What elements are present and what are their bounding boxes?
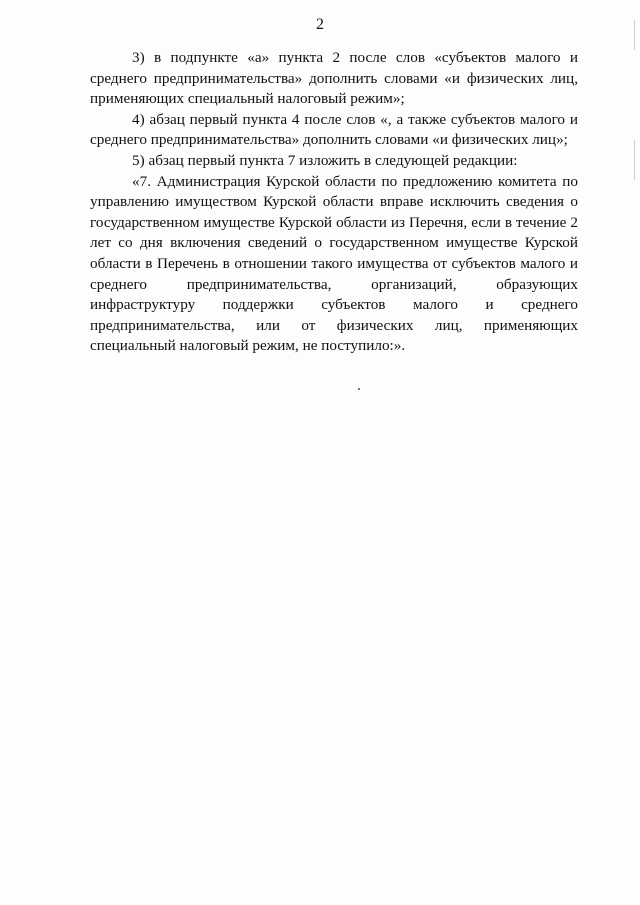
paragraph-item-3: 3) в подпункте «а» пункта 2 после слов «субъектов малого и среднего предпринимательства» дополнить словами «и физических лиц, применяющих специальный налоговый режим»; bbox=[90, 49, 578, 108]
document-body bbox=[90, 48, 578, 357]
scan-speck bbox=[358, 388, 360, 390]
scan-edge-mark bbox=[634, 140, 635, 180]
paragraph-item-5: 5) абзац первый пункта 7 изложить в следующей редакции: bbox=[132, 151, 518, 169]
scan-edge-mark bbox=[634, 20, 635, 50]
paragraph-item-4: 4) абзац первый пункта 4 после слов «, а также субъектов малого и среднего предпринимательства» дополнить словами «и физических лиц»; bbox=[90, 110, 578, 149]
page-number: 2 bbox=[316, 16, 324, 33]
paragraph-quoted-point-7: «7. Администрация Курской области по предложению комитета по управлению имуществом Курской области вправе исключить сведения о государственном имуществе Курской области из Перечня, если в течение 2 лет со дня включения сведений о государственном имуществе Курской области в Перечень в отношении такого имущества от субъектов малого и среднего предпринимательства, организаций, образующих инфраструктуру поддержки субъектов малого и среднего предпринимательства, или от физических лиц, применяющих специальный налоговый режим, не поступило:». bbox=[90, 172, 578, 355]
